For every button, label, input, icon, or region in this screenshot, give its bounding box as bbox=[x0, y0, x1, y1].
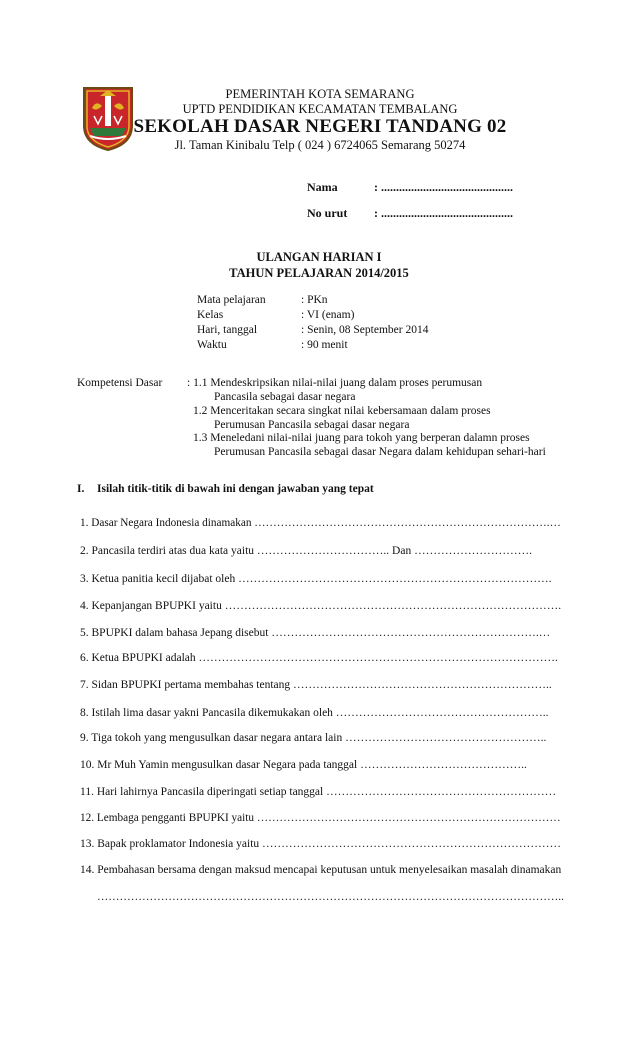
kompetensi-item-cont: Perumusan Pancasila sebagai dasar negara bbox=[214, 419, 410, 431]
kompetensi-item-cont: Perumusan Pancasila sebagai dasar Negara dalam kehidupan sehari-hari bbox=[214, 446, 546, 458]
kompetensi-item: : 1.1 Mendeskripsikan nilai-nilai juang dalam proses perumusan bbox=[187, 377, 483, 389]
question-item: 10. Mr Muh Yamin mengusulkan dasar Negara pada tanggal …………………………………….. bbox=[80, 759, 527, 771]
meta-label-subject: Mata pelajaran bbox=[197, 294, 266, 306]
section-instruction: Isilah titik-titik di bawah ini dengan jawaban yang tepat bbox=[97, 483, 374, 495]
exam-year: TAHUN PELAJARAN 2014/2015 bbox=[229, 266, 409, 280]
meta-value-subject: : PKn bbox=[301, 294, 328, 306]
question-item: 9. Tiga tokoh yang mengusulkan dasar negara antara lain …………………………………………….. bbox=[80, 732, 547, 744]
header-government: PEMERINTAH KOTA SEMARANG bbox=[225, 87, 415, 101]
question-item: 4. Kepanjangan BPUPKI yaitu ……………………………………………………………………………. bbox=[80, 600, 562, 612]
question-item: 3. Ketua panitia kecil dijabat oleh ………………………………………………………………………. bbox=[80, 573, 552, 585]
question-answer-line: …………………………………………………………………………………………………………….. bbox=[97, 891, 564, 903]
kompetensi-label: Kompetensi Dasar bbox=[77, 377, 163, 389]
question-item: 11. Hari lahirnya Pancasila diperingati setiap tanggal …………………………………………………… bbox=[80, 786, 557, 798]
header-address: Jl. Taman Kinibalu Telp ( 024 ) 6724065 Semarang 50274 bbox=[174, 138, 466, 152]
section-number: I. bbox=[77, 483, 85, 495]
meta-label-class: Kelas bbox=[197, 309, 224, 321]
question-item: 2. Pancasila terdiri atas dua kata yaitu …………………………….. Dan …………………………. bbox=[80, 545, 532, 557]
question-item: 1. Dasar Negara Indonesia dinamakan …………………………………………………………………….… bbox=[80, 517, 561, 529]
question-item: 8. Istilah lima dasar yakni Pancasila dikemukakan oleh ……………………………………………….. bbox=[80, 707, 549, 719]
question-item: 7. Sidan BPUPKI pertama membahas tentang ………………………………………………………….. bbox=[80, 679, 552, 691]
nama-label: Nama bbox=[307, 180, 338, 194]
header-school-name: SEKOLAH DASAR NEGERI TANDANG 02 bbox=[133, 116, 507, 137]
kompetensi-item: 1.2 Menceritakan secara singkat nilai kebersamaan dalam proses bbox=[193, 405, 491, 417]
meta-value-class: : VI (enam) bbox=[301, 309, 355, 321]
kompetensi-item-cont: Pancasila sebagai dasar negara bbox=[214, 391, 356, 403]
kompetensi-item: 1.3 Meneledani nilai-nilai juang para tokoh yang berperan dalamn proses bbox=[193, 432, 530, 444]
question-item: 6. Ketua BPUPKI adalah …………………………………………………………………………………. bbox=[80, 652, 558, 664]
nama-field: : ............................................ bbox=[374, 180, 513, 194]
question-item: 5. BPUPKI dalam bahasa Jepang disebut …………………………………………………………….… bbox=[80, 627, 551, 639]
meta-label-time: Waktu bbox=[197, 339, 227, 351]
nourut-label: No urut bbox=[307, 206, 348, 220]
question-item: 14. Pembahasan bersama dengan maksud mencapai keputusan untuk menyelesaikan masalah dinamakan bbox=[80, 864, 562, 876]
meta-label-date: Hari, tanggal bbox=[197, 324, 258, 336]
meta-value-date: : Senin, 08 September 2014 bbox=[301, 324, 429, 336]
nourut-field: : ............................................ bbox=[374, 206, 513, 220]
meta-value-time: : 90 menit bbox=[301, 339, 348, 351]
header-uptd: UPTD PENDIDIKAN KECAMATAN TEMBALANG bbox=[182, 102, 458, 116]
exam-title: ULANGAN HARIAN I bbox=[256, 250, 382, 264]
question-item: 13. Bapak proklamator Indonesia yaitu …………………………………………………………………… bbox=[80, 838, 562, 850]
question-item: 12. Lembaga pengganti BPUPKI yaitu ……………………………………………………………………… bbox=[80, 812, 561, 824]
